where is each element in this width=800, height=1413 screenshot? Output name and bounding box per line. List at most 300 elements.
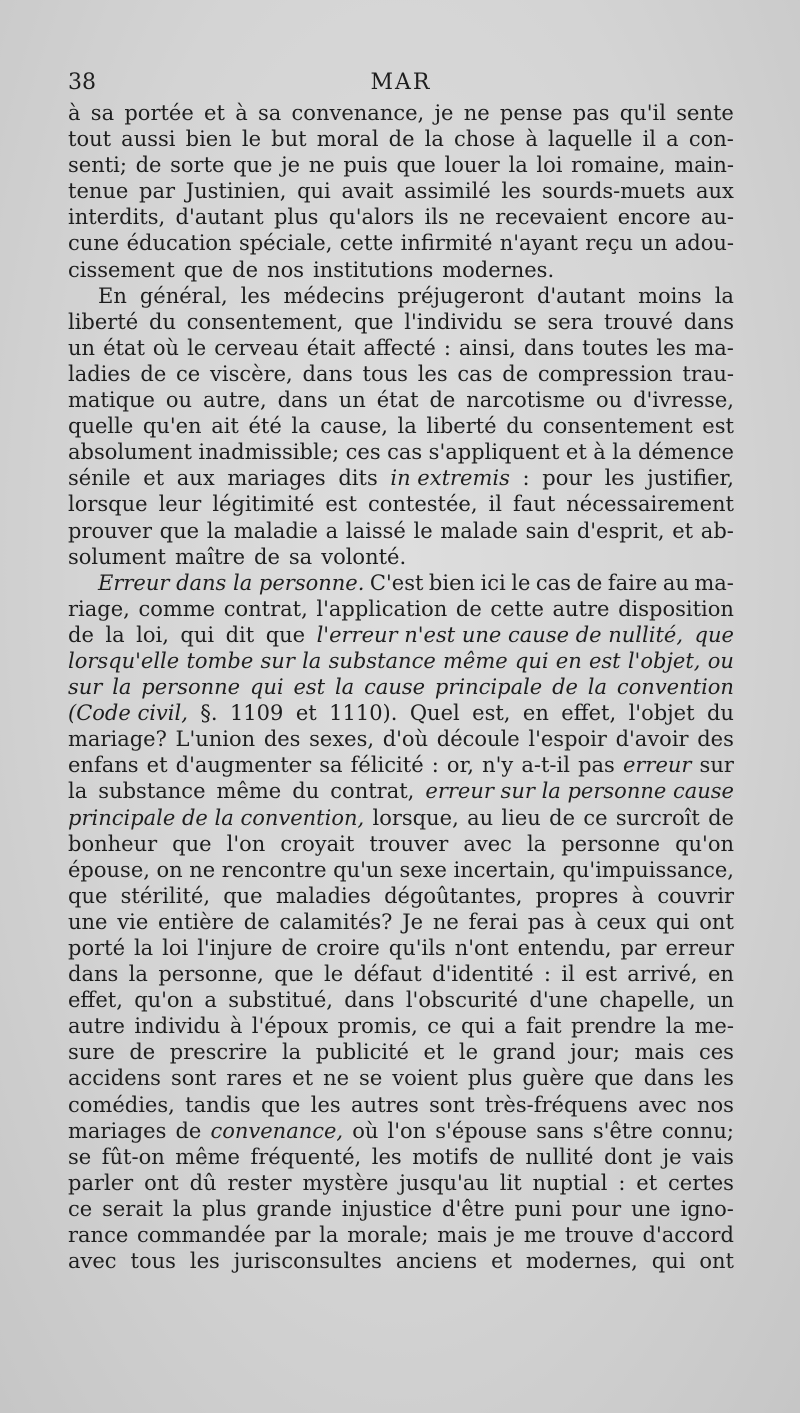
word: institutions: [313, 257, 434, 282]
word: substance: [98, 779, 206, 804]
word: même: [175, 1144, 240, 1169]
word: d'autant: [175, 205, 264, 230]
word: la: [112, 675, 132, 700]
word: qu'alors: [328, 205, 415, 230]
word: par: [274, 1223, 311, 1248]
word: con-: [688, 127, 734, 152]
word: la: [172, 1196, 193, 1221]
word: au: [467, 805, 494, 830]
word: or,: [446, 753, 474, 778]
word: main-: [674, 153, 734, 178]
word: de: [281, 936, 308, 960]
word: dit: [225, 622, 255, 647]
word: d'ivresse,: [633, 388, 734, 413]
word: tombe: [186, 648, 254, 673]
word: sourds-muets: [541, 179, 686, 204]
word: la: [334, 675, 355, 700]
word: un: [68, 335, 96, 360]
word: qui: [651, 1249, 686, 1274]
word: nos: [696, 1092, 734, 1117]
word: est: [588, 648, 621, 673]
word: faire: [607, 570, 658, 595]
text-line: [68, 622, 734, 648]
word: plus: [467, 1066, 513, 1091]
text-line: [68, 465, 734, 491]
word: prouver: [68, 518, 152, 543]
word: l'obscurité: [405, 988, 519, 1013]
word: maladies: [275, 883, 371, 908]
word: autres: [351, 1092, 419, 1117]
word: voient: [392, 1066, 458, 1091]
word: d'une: [529, 988, 589, 1013]
word: bien: [185, 127, 232, 152]
word: tout: [68, 127, 112, 152]
word: le: [324, 962, 344, 987]
text-line: [68, 987, 734, 1013]
word: un: [706, 988, 734, 1013]
word: en: [707, 962, 734, 987]
word: épouse,: [68, 857, 150, 882]
word: la: [133, 936, 154, 960]
word: de: [232, 257, 259, 282]
word: pas: [578, 753, 615, 778]
word: et: [143, 466, 165, 491]
word: Erreur dans la personne.: [98, 570, 365, 595]
word: mariages: [68, 1118, 167, 1143]
word: très-fréquens: [484, 1092, 628, 1117]
word: ne: [463, 101, 490, 125]
word: démence: [638, 440, 734, 465]
text-line: [68, 178, 734, 204]
word: d'avoir: [615, 727, 689, 752]
word: ait: [211, 414, 239, 439]
text-line: [68, 1092, 734, 1118]
word: mais: [437, 1223, 488, 1248]
word: aux: [176, 466, 215, 491]
word: d'être: [442, 1196, 505, 1221]
word: cette: [339, 231, 394, 256]
word: jour;: [570, 1040, 620, 1065]
word: cas: [457, 361, 493, 386]
text-line: [68, 831, 734, 857]
word: de: [129, 1040, 156, 1065]
word: à: [235, 101, 248, 125]
word: ce: [68, 1196, 93, 1221]
word: erreur sur la personne cause: [425, 779, 734, 804]
word: de: [455, 596, 482, 621]
word: des: [263, 727, 301, 752]
word: sénile: [68, 466, 131, 491]
word: injustice: [341, 1196, 433, 1221]
word: mariages: [227, 466, 326, 491]
word: de: [254, 544, 280, 569]
word: propres: [535, 883, 619, 908]
word: motifs: [412, 1144, 479, 1169]
word: contrat,: [330, 779, 415, 804]
word: un: [640, 231, 668, 256]
word: serait: [102, 1196, 164, 1221]
word: plus: [202, 1196, 247, 1221]
word: ces: [345, 440, 381, 465]
word: loi,: [136, 622, 169, 647]
word: à: [631, 883, 645, 908]
text-line: [68, 257, 734, 283]
word: rencontre: [221, 857, 327, 882]
word: modernes,: [525, 1249, 638, 1274]
word: interdits,: [68, 205, 166, 230]
word: ici: [480, 570, 506, 595]
text-line: [68, 283, 734, 309]
word: ne: [189, 857, 216, 882]
word: sa: [319, 753, 343, 778]
word: erreur: [665, 936, 734, 960]
text-line: [68, 230, 734, 256]
word: :: [618, 1170, 626, 1195]
word: riage,: [68, 596, 130, 621]
word: que: [172, 831, 212, 856]
word: absolument: [68, 440, 192, 465]
word: l'objet,: [627, 648, 701, 673]
word: :: [431, 753, 439, 778]
word: solument: [68, 544, 166, 569]
word: à: [229, 1014, 243, 1039]
word: sente: [676, 101, 734, 125]
word: sans: [536, 1118, 584, 1143]
word: pas: [527, 909, 565, 934]
word: volonté.: [321, 544, 407, 569]
word: tenue: [68, 179, 129, 204]
word: les: [656, 335, 687, 360]
word: consentement,: [186, 309, 344, 334]
word: ne: [432, 909, 459, 934]
word: dans: [68, 962, 119, 987]
word: dans: [683, 309, 734, 334]
text-line: [68, 439, 734, 465]
word: liberté: [68, 309, 139, 334]
word: la: [508, 153, 528, 178]
text-line: [68, 909, 734, 935]
word: qui: [460, 1014, 495, 1039]
word: entendu,: [517, 936, 612, 960]
word: autre: [68, 1014, 125, 1039]
word: où: [152, 335, 180, 360]
word: un: [338, 388, 366, 413]
word: une: [631, 1196, 671, 1221]
word: mariage?: [68, 727, 167, 752]
word: l'on: [226, 831, 266, 856]
word: lorsqu'elle: [68, 648, 180, 673]
word: chose: [454, 127, 516, 152]
word: viscère,: [210, 361, 293, 386]
word: ainsi,: [458, 335, 516, 360]
word: maître: [174, 544, 246, 569]
word: que: [233, 153, 273, 178]
word: personne: [141, 675, 241, 700]
word: C'est: [369, 570, 424, 595]
word: louer: [444, 153, 500, 178]
word: pense: [499, 101, 563, 125]
text-line: [68, 1118, 734, 1144]
word: moins: [638, 283, 702, 308]
word: stérilité,: [120, 883, 210, 908]
word: cette: [490, 596, 544, 621]
word: le: [187, 335, 207, 360]
word: ab-: [700, 518, 734, 543]
word: sera: [547, 309, 594, 334]
word: dû: [189, 1170, 217, 1195]
word: d'où: [382, 727, 429, 752]
word: a: [204, 988, 217, 1013]
word: est: [325, 492, 357, 517]
word: et: [295, 701, 317, 726]
word: de: [708, 805, 734, 830]
word: été: [248, 414, 282, 439]
word: nuptial: [532, 1170, 608, 1195]
word: cas: [535, 570, 571, 595]
text-line: [68, 674, 734, 700]
word: consentement: [542, 414, 693, 439]
word: guère: [522, 1066, 585, 1091]
word: l'espoir: [528, 727, 607, 752]
word: erreur: [622, 753, 692, 778]
text-line: [68, 544, 734, 570]
word: ladies: [68, 361, 131, 386]
word: effet,: [561, 701, 617, 726]
word: il: [642, 127, 657, 152]
word: l'erreur n'est une cause de nullité,: [316, 622, 683, 647]
word: de: [140, 361, 167, 386]
word: la: [526, 831, 547, 856]
word: fréquenté,: [250, 1144, 362, 1169]
word: incertain,: [453, 857, 556, 882]
word: en: [555, 648, 582, 673]
text-line: [68, 570, 734, 596]
word: laquelle: [547, 127, 633, 152]
word: où: [352, 1118, 379, 1143]
word: prescrire: [169, 1040, 268, 1065]
word: qu'ils: [388, 936, 446, 960]
word: de: [552, 675, 578, 700]
word: lit: [499, 1170, 522, 1195]
word: que: [68, 883, 108, 908]
page-number: 38: [68, 70, 96, 95]
word: sur: [260, 648, 295, 673]
word: toutes: [582, 335, 649, 360]
word: puni: [514, 1196, 562, 1221]
word: cause,: [320, 414, 388, 439]
word: félicité: [350, 753, 424, 778]
word: préjugeront: [397, 283, 524, 308]
word: le: [511, 570, 531, 595]
word: je: [434, 101, 454, 125]
word: personne,: [158, 962, 264, 987]
word: en: [522, 701, 549, 726]
word: à: [574, 909, 587, 934]
word: portée: [124, 101, 194, 125]
word: et: [204, 101, 225, 125]
text-line: [68, 1144, 734, 1170]
word: parler: [68, 1170, 134, 1195]
word: n'y: [482, 753, 514, 778]
word: rester: [227, 1170, 292, 1195]
word: ce: [176, 361, 201, 386]
word: de: [429, 388, 456, 413]
text-line: [68, 596, 734, 622]
word: et: [292, 1066, 314, 1091]
word: cissement: [68, 257, 175, 282]
word: médecins: [283, 283, 385, 308]
word: substance: [328, 648, 436, 673]
word: anciens: [395, 1249, 478, 1274]
word: est,: [472, 701, 511, 726]
word: par: [139, 179, 176, 204]
word: reçu: [585, 231, 634, 256]
word: contestée,: [367, 492, 478, 517]
word: le: [458, 1040, 479, 1065]
word: dans: [302, 361, 353, 386]
word: justifier,: [647, 466, 734, 491]
word: maladie: [233, 518, 318, 543]
word: nullité: [525, 1144, 594, 1169]
word: puis: [343, 153, 388, 178]
word: a-t-il: [521, 753, 570, 778]
body-text: [68, 100, 734, 1274]
word: la: [424, 127, 444, 152]
word: il: [488, 492, 502, 517]
word: personne: [561, 831, 661, 856]
word: effet,: [68, 988, 123, 1013]
word: les: [189, 1249, 220, 1274]
word: ont: [699, 909, 734, 934]
word: était: [306, 335, 356, 360]
text-line: [68, 805, 734, 831]
word: calamités?: [279, 909, 393, 934]
word: rance: [68, 1223, 129, 1248]
word: que: [260, 1092, 301, 1117]
word: dégoûtantes,: [384, 883, 523, 908]
word: que: [694, 622, 734, 647]
word: avec: [463, 831, 512, 856]
word: sa: [288, 544, 313, 569]
word: §.: [200, 701, 218, 726]
word: de: [243, 909, 270, 934]
word: principale de la convention,: [68, 805, 365, 830]
word: cause: [364, 675, 426, 700]
word: la: [105, 622, 125, 647]
text-line: [68, 961, 734, 987]
word: à: [68, 101, 81, 125]
word: la: [612, 440, 632, 465]
word: état: [376, 388, 419, 413]
text-line: [68, 883, 734, 909]
word: igno-: [680, 1196, 734, 1221]
word: autre,: [203, 388, 267, 413]
word: éducation: [126, 231, 232, 256]
word: et: [491, 1249, 512, 1274]
text-line: [68, 100, 734, 126]
word: d'autant: [536, 283, 626, 308]
word: de: [388, 127, 415, 152]
word: et: [146, 753, 168, 778]
word: loi: [162, 936, 189, 960]
word: qui: [249, 675, 284, 700]
word: ma-: [694, 570, 734, 595]
word: on: [156, 857, 183, 882]
word: qui: [180, 622, 215, 647]
word: :: [522, 466, 530, 491]
word: ou: [165, 388, 193, 413]
text-line: [68, 1065, 734, 1091]
word: la: [587, 675, 608, 700]
word: se: [68, 1144, 92, 1169]
word: dans: [277, 388, 328, 413]
text-line: [68, 857, 734, 883]
word: je: [662, 1144, 682, 1169]
word: sa: [257, 101, 282, 125]
word: ne: [459, 205, 485, 230]
word: disposition: [618, 596, 734, 621]
word: adou-: [674, 231, 734, 256]
text-line: [68, 309, 734, 335]
text-line: [68, 387, 734, 413]
word: ont: [144, 1170, 179, 1195]
word: romaine,: [571, 153, 666, 178]
text-line: [68, 1196, 734, 1222]
word: les: [240, 283, 271, 308]
word: l'injure: [197, 936, 273, 960]
word: mais: [634, 1040, 685, 1065]
word: sont: [170, 1066, 217, 1091]
word: moral: [316, 127, 379, 152]
word: la: [281, 1040, 302, 1065]
word: assimilé: [404, 179, 491, 204]
word: légitimité: [212, 492, 315, 517]
word: ce: [427, 1014, 452, 1039]
word: même: [442, 648, 508, 673]
word: je: [496, 1223, 515, 1248]
word: ferai: [468, 909, 518, 934]
word: l'application: [316, 596, 448, 621]
word: cas: [387, 440, 423, 465]
word: les: [501, 179, 532, 204]
word: sa: [90, 101, 115, 125]
word: cerveau: [214, 335, 299, 360]
word: que: [265, 622, 306, 647]
word: d'identité: [432, 962, 534, 987]
word: sain: [525, 518, 570, 543]
word: substitué,: [228, 988, 333, 1013]
word: bien: [428, 570, 476, 595]
word: chapelle,: [599, 988, 696, 1013]
word: bonheur: [68, 831, 158, 856]
text-line: [68, 518, 734, 544]
word: les: [604, 466, 635, 491]
word: croire: [316, 936, 380, 960]
word: accidens: [68, 1066, 161, 1091]
text-line: [68, 778, 734, 804]
word: d'augmenter: [175, 753, 312, 778]
word: lorsque: [68, 492, 148, 517]
word: à: [525, 127, 538, 152]
text-line: [68, 648, 734, 674]
word: l'objet: [628, 701, 695, 726]
word: ce: [583, 805, 608, 830]
word: la: [302, 648, 322, 673]
word: se: [359, 1066, 383, 1091]
word: ou: [595, 388, 623, 413]
word: tous: [362, 361, 408, 386]
word: ont: [699, 1249, 734, 1274]
